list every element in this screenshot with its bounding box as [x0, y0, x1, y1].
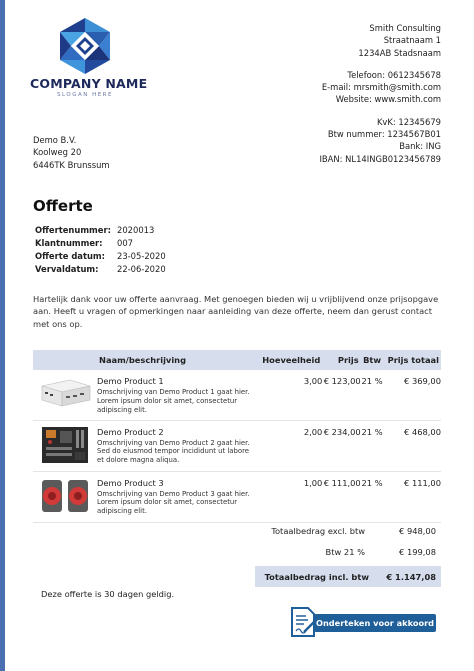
- recipient-name: Demo B.V.: [33, 135, 77, 145]
- meta-label: Klantnummer:: [35, 238, 103, 248]
- table-row: [33, 471, 441, 522]
- sign-approval-button[interactable]: [290, 606, 438, 638]
- sender-email: E-mail: mrsmith@smith.com: [321, 82, 441, 93]
- meta-value: 007: [117, 238, 133, 248]
- sender-website: Website: www.smith.com: [335, 94, 441, 105]
- header-price: Prijs: [337, 355, 359, 365]
- product-qty: 1,00: [303, 477, 323, 488]
- meta-label: Offertenummer:: [35, 225, 111, 235]
- product-description: Omschrijving van Demo Product 2 gaat hier. Sed do eiusmod tempor incididunt ut labore et dolore magna aliqua.: [97, 438, 250, 465]
- product-price: € 123,00: [323, 376, 361, 386]
- meta-label: Offerte datum:: [35, 251, 106, 261]
- total-excl-value: € 948,00: [399, 525, 436, 536]
- product-btw: 21 %: [361, 477, 383, 488]
- meta-value: 22-06-2020: [117, 264, 166, 274]
- recipient-postal-city: 6446TK Brunssum: [33, 159, 110, 170]
- btw-row: [255, 543, 441, 560]
- intro-text: Hartelijk dank voor uw offerte aanvraag. Met genoegen bieden wij u vrijblijvend onze prijsopgave aan. Heeft u vragen of opmerkingen naar aanleiding van deze offerte, neem dan gerust contact met ons op.: [33, 294, 439, 329]
- btw-value: € 199,08: [399, 546, 436, 557]
- sign-button-label[interactable]: Onderteken voor akkoord: [314, 614, 436, 632]
- sender-street: Straatnaam 1: [383, 35, 441, 46]
- meta-row: [35, 224, 166, 237]
- sender-kvk: KvK: 12345679: [376, 116, 441, 127]
- sender-iban: IBAN: NL14INGB0123456789: [319, 153, 441, 164]
- hexagon-logo-icon: [54, 18, 116, 74]
- sender-postal-city: 1234AB Stadsnaam: [358, 47, 441, 58]
- total-incl-value: € 1.147,08: [386, 571, 436, 582]
- product-cell: [97, 370, 258, 420]
- meta-value: 2020013: [117, 225, 155, 235]
- header-qty: Hoeveelheid: [262, 355, 321, 365]
- product-cell: [97, 420, 258, 471]
- speakers-icon: [36, 476, 94, 516]
- table-row: [33, 370, 441, 420]
- document-title: Offerte: [33, 197, 93, 215]
- total-incl-row: [255, 566, 441, 587]
- product-price: € 234,00: [323, 426, 361, 437]
- recipient-street: Koolweg 20: [33, 147, 82, 158]
- product-btw: 21 %: [361, 426, 383, 437]
- logo-slogan: SLOGAN HERE: [57, 92, 113, 98]
- header-name: Naam/beschrijving: [99, 355, 187, 365]
- product-qty: 3,00: [303, 376, 323, 386]
- product-total: € 111,00: [404, 477, 441, 488]
- recipient-address: [33, 134, 110, 171]
- header-image: [33, 350, 97, 370]
- mini-pc-icon: [36, 374, 94, 410]
- line-items-table: [33, 350, 441, 523]
- left-accent-bar: [0, 0, 5, 671]
- product-btw: 21 %: [361, 376, 383, 386]
- product-name: Demo Product 1: [97, 376, 164, 386]
- product-total: € 468,00: [404, 426, 441, 437]
- product-price: € 111,00: [323, 477, 361, 488]
- header-btw: Btw: [363, 355, 382, 365]
- validity-note: Deze offerte is 30 dagen geldig.: [41, 589, 175, 599]
- btw-label: Btw 21 %: [325, 546, 365, 557]
- product-name: Demo Product 2: [97, 426, 164, 437]
- table-row: [33, 420, 441, 471]
- product-image: [33, 471, 97, 522]
- sender-info: [241, 22, 441, 165]
- meta-row: [35, 263, 166, 276]
- meta-value: 23-05-2020: [117, 251, 166, 261]
- sender-bank: Bank: ING: [399, 141, 441, 152]
- meta-row: [35, 250, 166, 263]
- product-description: Omschrijving van Demo Product 1 gaat hier. Lorem ipsum dolor sit amet, consectetur adipiscing elit.: [97, 388, 250, 414]
- table-header-row: [33, 350, 441, 370]
- sender-phone: Telefoon: 0612345678: [347, 69, 441, 80]
- product-image: [33, 420, 97, 471]
- product-name: Demo Product 3: [97, 477, 164, 488]
- sender-btw: Btw nummer: 1234567B01: [327, 129, 441, 140]
- product-image: [33, 370, 97, 420]
- sender-name: Smith Consulting: [369, 23, 441, 33]
- product-qty: 2,00: [303, 426, 323, 437]
- meta-row: [35, 237, 166, 250]
- total-excl-label: Totaalbedrag excl. btw: [271, 525, 365, 536]
- header-total: Prijs totaal: [387, 355, 439, 365]
- company-logo: [30, 18, 148, 98]
- logo-company-name: COMPANY NAME: [30, 76, 148, 91]
- product-description: Omschrijving van Demo Product 3 gaat hier. Lorem ipsum dolor sit amet, consectetur adipiscing elit.: [97, 489, 250, 516]
- product-total: € 369,00: [404, 376, 441, 386]
- totals-block: [255, 522, 441, 587]
- quote-meta: [35, 224, 166, 276]
- motherboard-icon: [36, 425, 94, 465]
- product-cell: [97, 471, 258, 522]
- meta-label: Vervaldatum:: [35, 264, 99, 274]
- total-excl-row: [255, 522, 441, 539]
- total-incl-label: Totaalbedrag incl. btw: [264, 571, 369, 582]
